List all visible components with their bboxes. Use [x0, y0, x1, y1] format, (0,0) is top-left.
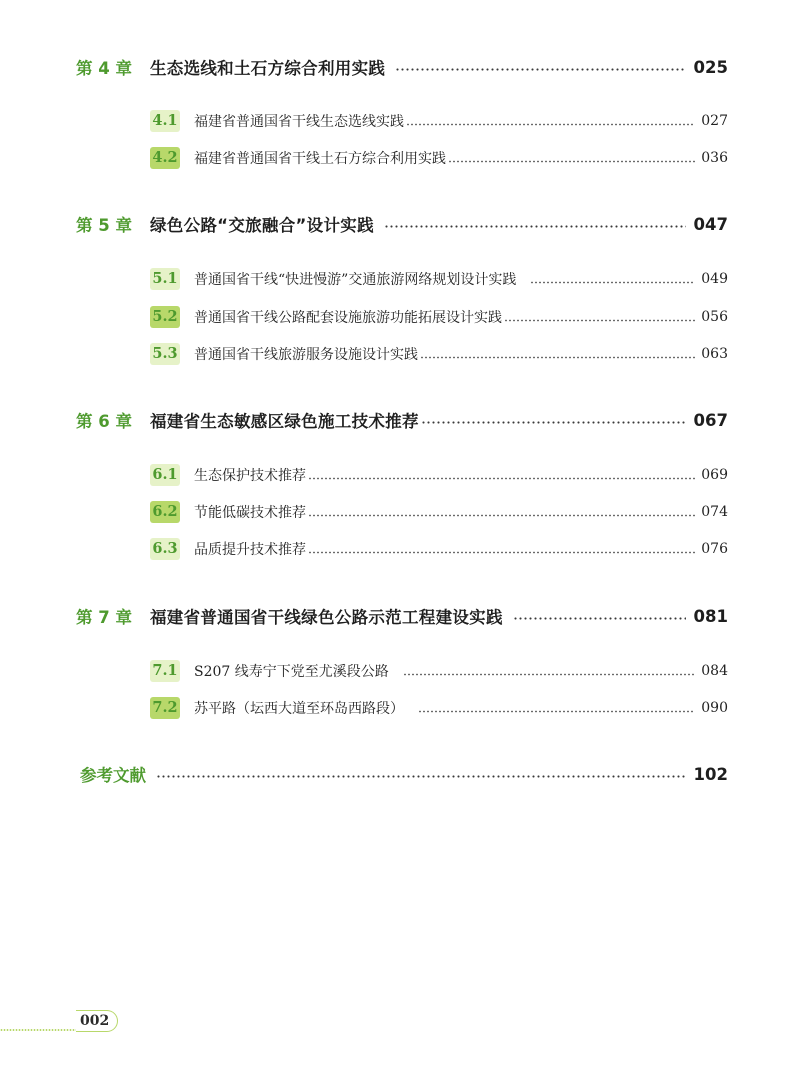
section-6-3-entry[interactable] [150, 536, 728, 562]
section-number-badge: 7.2 [150, 697, 180, 719]
chapter-title: 绿色公路“交旅融合”设计实践 [149, 216, 374, 235]
section-page-number: 049 [701, 271, 728, 287]
section-title: 普通国省干线旅游服务设施设计实践 [194, 347, 418, 363]
chapter-title: 福建省生态敏感区绿色施工技术推荐 [149, 412, 419, 431]
chapter-5-entry[interactable] [76, 210, 728, 238]
section-page-number: 063 [701, 346, 728, 362]
section-title: S207 线寿宁下党至尤溪段公路 [194, 664, 389, 680]
section-number-badge: 6.1 [150, 464, 180, 486]
section-page-number: 090 [701, 700, 728, 716]
dot-leader [403, 673, 696, 676]
dot-leader [308, 477, 695, 480]
footer-page-tab [76, 1008, 118, 1034]
dot-leader [406, 123, 695, 126]
section-title: 普通国省干线公路配套设施旅游功能拓展设计实践 [194, 310, 502, 326]
section-number-badge: 4.2 [150, 147, 180, 169]
section-title: 福建省普通国省干线土石方综合利用实践 [194, 151, 446, 167]
references-page-number: 102 [693, 764, 728, 784]
dot-leader [513, 617, 686, 620]
section-5-1-entry[interactable] [150, 266, 728, 292]
section-5-3-entry[interactable] [150, 341, 728, 367]
section-6-1-entry[interactable] [150, 462, 728, 488]
section-4-2-entry[interactable] [150, 145, 728, 171]
chapter-page-number: 047 [693, 214, 728, 234]
dot-leader [384, 225, 686, 228]
dot-leader [421, 421, 686, 424]
chapter-page-number: 067 [693, 410, 728, 430]
section-page-number: 036 [701, 150, 728, 166]
section-6-2-entry[interactable] [150, 499, 728, 525]
section-page-number: 084 [701, 663, 728, 679]
references-title: 参考文献 [80, 766, 146, 785]
section-page-number: 056 [701, 309, 728, 325]
chapter-number: 第 6 章 [76, 412, 132, 431]
chapter-page-number: 081 [693, 606, 728, 626]
section-5-2-entry[interactable] [150, 304, 728, 330]
chapter-number: 第 4 章 [76, 59, 132, 78]
dot-leader [156, 775, 686, 778]
chapter-title: 生态选线和土石方综合利用实践 [149, 59, 386, 78]
section-page-number: 074 [701, 504, 728, 520]
chapter-7-entry[interactable] [76, 602, 728, 630]
section-number-badge: 5.2 [150, 306, 180, 328]
page-number: 002 [76, 1010, 118, 1032]
section-number-badge: 7.1 [150, 660, 180, 682]
section-number-badge: 6.3 [150, 538, 180, 560]
dot-leader [504, 319, 695, 322]
chapter-6-entry[interactable] [76, 406, 728, 434]
section-page-number: 076 [701, 541, 728, 557]
section-7-1-entry[interactable] [150, 658, 728, 684]
section-number-badge: 6.2 [150, 501, 180, 523]
section-page-number: 069 [701, 467, 728, 483]
section-number-badge: 5.3 [150, 343, 180, 365]
dot-leader [448, 160, 695, 163]
section-title: 品质提升技术推荐 [194, 542, 306, 558]
dot-leader [420, 356, 695, 359]
section-7-2-entry[interactable] [150, 695, 728, 721]
dot-leader [418, 710, 695, 713]
chapter-4-entry[interactable] [76, 53, 728, 81]
chapter-number: 第 7 章 [76, 608, 132, 627]
chapter-page-number: 025 [693, 57, 728, 77]
chapter-number: 第 5 章 [76, 216, 132, 235]
footer-dotted-rule [0, 1029, 80, 1031]
section-title: 普通国省干线“快进慢游”交通旅游网络规划设计实践 [194, 272, 517, 288]
dot-leader [395, 68, 685, 71]
section-title: 福建省普通国省干线生态选线实践 [194, 114, 404, 130]
section-title: 节能低碳技术推荐 [194, 505, 306, 521]
section-number-badge: 5.1 [150, 268, 180, 290]
section-4-1-entry[interactable] [150, 108, 728, 134]
chapter-title: 福建省普通国省干线绿色公路示范工程建设实践 [149, 608, 503, 627]
dot-leader [308, 514, 695, 517]
references-entry[interactable] [80, 760, 728, 788]
dot-leader [530, 281, 695, 284]
section-title: 生态保护技术推荐 [194, 468, 306, 484]
section-page-number: 027 [701, 113, 728, 129]
section-title: 苏平路（坛西大道至环岛西路段） [194, 701, 404, 717]
section-number-badge: 4.1 [150, 110, 180, 132]
dot-leader [308, 551, 695, 554]
